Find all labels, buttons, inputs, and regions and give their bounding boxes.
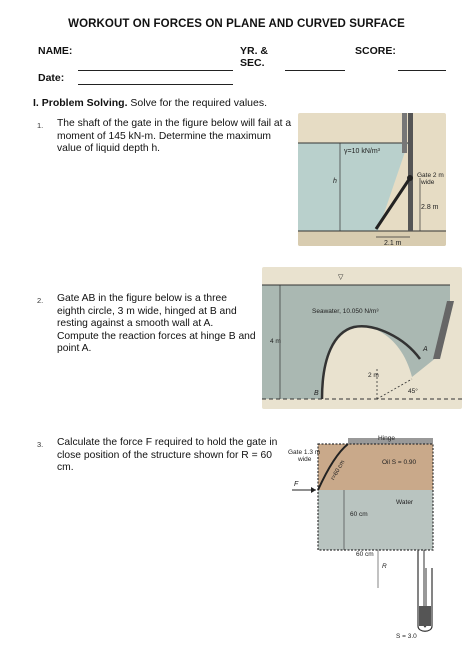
angle-label: 45° bbox=[408, 388, 418, 395]
r-point-label: R bbox=[382, 563, 387, 570]
gate-width-line-1: Gate 2 m bbox=[417, 172, 444, 179]
date-line[interactable] bbox=[78, 84, 233, 85]
dim-60-b: 60 cm bbox=[356, 551, 374, 558]
name-line[interactable] bbox=[78, 70, 233, 71]
yr-sec-line[interactable] bbox=[285, 70, 345, 71]
yr-sec-label: YR. & SEC. bbox=[240, 45, 269, 69]
r-label: r=60 cm bbox=[330, 459, 347, 482]
radius-label: 2 m bbox=[368, 372, 379, 379]
point-b-label: B bbox=[314, 390, 319, 397]
dim-vertical-label: 2.8 m bbox=[421, 204, 439, 211]
gate-label-line-2: wide bbox=[298, 456, 312, 463]
problem-1-figure bbox=[298, 113, 446, 246]
dim-horizontal-label: 2.1 m bbox=[384, 240, 402, 246]
free-surface-marker: ▽ bbox=[338, 274, 344, 281]
oil-label: Oil S = 0.90 bbox=[382, 459, 417, 466]
depth-label: 4 m bbox=[270, 338, 281, 345]
gate-label-line-1: Gate 1.3 m bbox=[288, 449, 321, 456]
problem-1-number: 1. bbox=[37, 121, 44, 130]
problem-2-number: 2. bbox=[37, 296, 44, 305]
dim-60-a: 60 cm bbox=[350, 511, 368, 518]
hinge-label: Hinge bbox=[378, 435, 395, 442]
name-label: NAME: bbox=[38, 45, 73, 57]
section-heading-bold: I. Problem Solving. bbox=[33, 97, 128, 109]
seawater-label: Seawater, 10.050 N/m³ bbox=[312, 308, 379, 315]
section-heading bbox=[33, 97, 267, 109]
section-heading-rest: Solve for the required values. bbox=[127, 97, 268, 109]
point-a-label: A bbox=[423, 346, 428, 353]
f-label: F bbox=[294, 481, 299, 488]
water-label: Water bbox=[396, 499, 414, 506]
page-title: WORKOUT ON FORCES ON PLANE AND CURVED SURFACE bbox=[68, 18, 405, 30]
h-label: h bbox=[333, 178, 337, 185]
problem-3-number: 3. bbox=[37, 440, 44, 449]
problem-3-figure bbox=[286, 428, 449, 641]
gate-width-line-2: wide bbox=[421, 179, 435, 186]
date-label: Date: bbox=[38, 72, 65, 84]
problem-1-text: The shaft of the gate in the figure below will fail at a moment of 145 kN-m. Determine the maximum value of liquid depth h. bbox=[57, 118, 292, 155]
score-line[interactable] bbox=[398, 70, 446, 71]
manometer-label: S = 3.0 bbox=[396, 633, 417, 640]
score-label: SCORE: bbox=[355, 45, 396, 57]
problem-2-figure bbox=[262, 267, 462, 409]
gamma-label: γ=10 kN/m³ bbox=[344, 148, 380, 155]
problem-3-text: Calculate the force F required to hold the gate in close position of the structure shown for R = 60 cm. bbox=[57, 437, 278, 474]
problem-2-text: Gate AB in the figure below is a three eighth circle, 3 m wide, hinged at B and resting against a smooth wall at A. Compute the reaction forces at hinge B and point A. bbox=[57, 293, 256, 355]
